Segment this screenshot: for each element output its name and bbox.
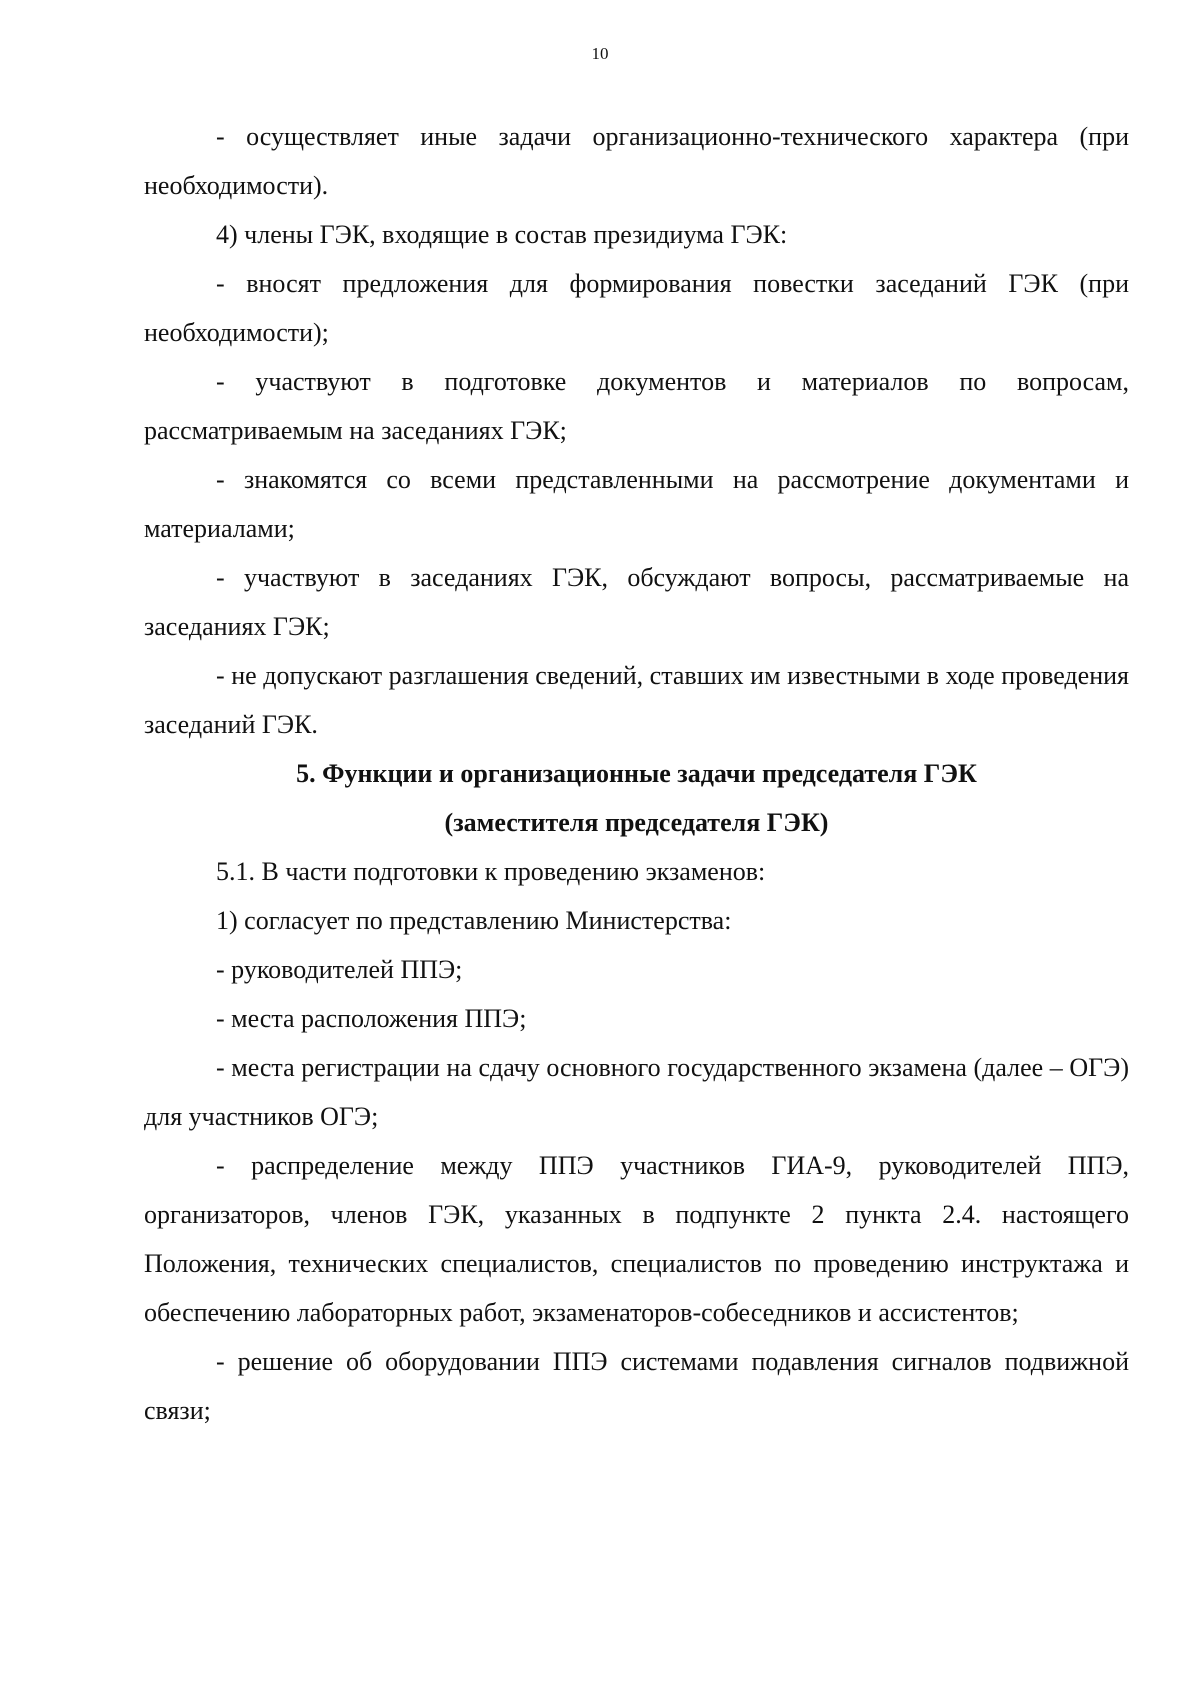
paragraph: - участвуют в заседаниях ГЭК, обсуждают вопросы, рассматриваемые на заседаниях ГЭК; [144,563,1129,641]
paragraph: - руководителей ППЭ; [216,955,463,984]
paragraph: - места регистрации на сдачу основного государственного экзамена (далее – ОГЭ) для участников ОГЭ; [144,1053,1129,1131]
document-body [144,112,1129,1435]
paragraph: - участвуют в подготовке документов и материалов по вопросам, рассматриваемым на заседаниях ГЭК; [144,367,1129,445]
paragraph: - распределение между ППЭ участников ГИА-9, руководителей ППЭ, организаторов, членов ГЭК, указанных в подпункте 2 пункта 2.4. настоящего Положения, технических специалистов, специалистов по проведению инструктажа и обеспечению лабораторных работ, экзаменаторов-собеседников и ассистентов; [144,1151,1129,1327]
page-number: 10 [591,44,609,63]
section-heading-line2: (заместителя председателя ГЭК) [444,808,829,837]
paragraph: - не допускают разглашения сведений, ставших им известными в ходе проведения заседаний ГЭК. [144,661,1129,739]
paragraph: - вносят предложения для формирования повестки заседаний ГЭК (при необходимости); [144,269,1129,347]
paragraph: 1) согласует по представлению Министерства: [216,906,732,935]
paragraph: 5.1. В части подготовки к проведению экзаменов: [216,857,766,886]
paragraph: - знакомятся со всеми представленными на рассмотрение документами и материалами; [144,465,1129,543]
paragraph: - осуществляет иные задачи организационно-технического характера (при необходимости). [144,122,1129,200]
paragraph: - места расположения ППЭ; [216,1004,527,1033]
section-heading-line1: 5. Функции и организационные задачи председателя ГЭК [296,759,977,788]
paragraph: - решение об оборудовании ППЭ системами подавления сигналов подвижной связи; [144,1347,1129,1425]
paragraph: 4) члены ГЭК, входящие в состав президиума ГЭК: [216,220,788,249]
